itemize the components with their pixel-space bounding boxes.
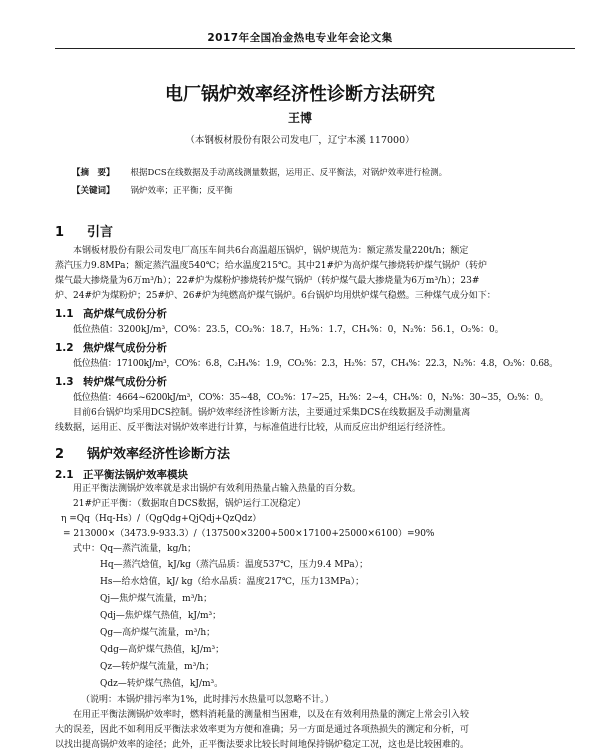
paragraph-line: 炉、24#炉为煤粉炉；25#炉、26#炉为纯燃高炉煤气锅炉。6台锅炉均用烘炉煤气稳燃。三种煤气成分如下： — [55, 291, 496, 301]
section-2-heading — [55, 443, 230, 462]
section-number: 1 — [55, 225, 65, 240]
efficiency-calculation: = 213000×（3473.9-933.3）/（137500×3200+500×17100+25000×6100）=90% — [63, 529, 435, 539]
paragraph-line: 在用正平衡法测锅炉效率时，燃料消耗量的测量相当困难，以及在有效利用热量的测定上常会引入较 — [73, 710, 470, 720]
dcs-paragraph — [55, 406, 575, 436]
blowdown-note: （说明：本锅炉排污率为1%，此时排污水热量可以忽略不计。） — [81, 695, 334, 705]
abstract-label: 【摘 要】 — [72, 168, 115, 178]
paragraph-line: 蒸汽压力9.8MPa；额定蒸汽温度540℃；给水温度215℃。其中21#炉为高炉煤气掺烧转炉煤气锅炉（转炉 — [55, 261, 488, 271]
definition-item: Qg—高炉煤气流量，m³/h； — [100, 628, 216, 638]
subsection-number: 1.3 — [55, 376, 74, 388]
efficiency-formula: η =Qq（Hq-Hs）/（QgQdg+QjQdj+QzQdz） — [61, 514, 262, 524]
subsection-number: 1.2 — [55, 342, 74, 354]
running-header: 2017年全国冶金热电专业年会论文集 — [207, 32, 393, 44]
subsection-title: 高炉煤气成份分析 — [83, 308, 167, 320]
header-rule — [55, 48, 575, 49]
converter-gas-composition — [55, 391, 575, 406]
section-title: 锅炉效率经济性诊断方法 — [87, 447, 231, 462]
paragraph-line: 煤气最大掺烧量为6万m³/h）；22#炉为煤粉炉掺烧转炉煤气锅炉（转炉煤气最大掺烧量为6万m³/h）；23# — [55, 276, 480, 286]
symbol-definitions — [55, 557, 575, 693]
subsection-number: 1.1 — [55, 308, 74, 320]
subsection-2-1-heading — [55, 467, 188, 482]
paragraph-line: 目前6台锅炉均采用DCS控制。锅炉效率经济性诊断方法，主要通过采集DCS在线数据及手动测量离 — [73, 408, 471, 418]
paragraph-line: 本钢板材股份有限公司发电厂高压车间共6台高温超压锅炉，锅炉规范为：额定蒸发量220t/h；额定 — [73, 246, 469, 256]
keywords-label: 【关键词】 — [72, 186, 115, 196]
definition-item: Hq—蒸汽焓值，kJ/kg（蒸汽品质：温度537℃，压力9.4 MPa）； — [100, 560, 369, 570]
coke-gas-composition — [55, 357, 575, 372]
section-title: 引言 — [87, 225, 114, 240]
where-clause: 式中：Qq—蒸汽流量，kg/h； — [73, 544, 197, 554]
composition-text: 低位热值：17100kJ/m³，CO%：6.8，C₂H₄%：1.9，CO₂%：2.3，H₂%：57，CH₄%：22.3，N₂%：4.8，O₂%：0.68。 — [73, 359, 558, 369]
keywords-text: 锅炉效率；正平衡；反平衡 — [130, 186, 233, 196]
definition-item: Qz—转炉煤气流量，m³/h； — [100, 662, 215, 672]
affiliation: （本钢板材股份有限公司发电厂，辽宁本溪 117000） — [185, 135, 415, 146]
paper-title: 电厂锅炉效率经济性诊断方法研究 — [165, 84, 435, 105]
composition-text: 低位热值：4664~6200kJ/m³，CO%：35~48，CO₂%：17~25，H₂%：2~4，CH₄%：0，N₂%：30~35，O₂%：0。 — [73, 393, 549, 403]
abstract — [72, 166, 447, 178]
author-name: 王博 — [287, 111, 312, 125]
subsection-title: 转炉煤气成份分析 — [83, 376, 167, 388]
definition-item: Qdg—高炉煤气热值，kJ/m³； — [100, 645, 225, 655]
intro-paragraph — [55, 244, 575, 304]
section-1-heading — [55, 221, 113, 240]
composition-text: 低位热值：3200kJ/m³，CO%：23.5，CO₂%：18.7，H₂%：1.7，CH₄%：0，N₂%：56.1，O₂%：0。 — [73, 325, 504, 335]
subsection-1-1-heading — [55, 306, 167, 321]
keywords — [72, 184, 233, 196]
subsection-1-2-heading — [55, 340, 167, 355]
paragraph-line: 大的误差，因此不如利用反平衡法求效率更为方便和准确；另一方面是通过各项热损失的测定和分析，可 — [55, 725, 470, 735]
definition-item: Qdz—转炉煤气热值，kJ/m³。 — [100, 679, 224, 689]
method-block — [55, 482, 575, 753]
calc-label: 21#炉正平衡：（数据取自DCS数据，锅炉运行工况稳定） — [73, 499, 306, 509]
definition-item: Qj—焦炉煤气流量，m³/h； — [100, 594, 213, 604]
bf-gas-composition — [55, 323, 575, 338]
subsection-number: 2.1 — [55, 469, 74, 481]
definition-item: Hs—给水焓值，kJ/ kg（给水品质：温度217℃，压力13MPa）； — [100, 577, 365, 587]
section-number: 2 — [55, 447, 65, 462]
abstract-text: 根据DCS在线数据及手动离线测量数据，运用正、反平衡法，对锅炉效率进行检测。 — [130, 168, 448, 178]
method-intro: 用正平衡法测锅炉效率就是求出锅炉有效利用热量占输入热量的百分数。 — [73, 484, 362, 494]
subsection-title: 正平衡法锅炉效率模块 — [83, 469, 188, 481]
subsection-1-3-heading — [55, 374, 167, 389]
definition-item: Qdj—焦炉煤气热值，kJ/m³； — [100, 611, 222, 621]
paragraph-line: 线数据，运用正、反平衡法对锅炉效率进行计算，与标准值进行比较，从而反应出炉组运行经济性。 — [55, 423, 452, 433]
subsection-title: 焦炉煤气成份分析 — [83, 342, 167, 354]
paragraph-line: 以找出提高锅炉效率的途径；此外，正平衡法要求比较长时间地保持锅炉稳定工况，这也是比较困难的。 — [55, 740, 470, 750]
